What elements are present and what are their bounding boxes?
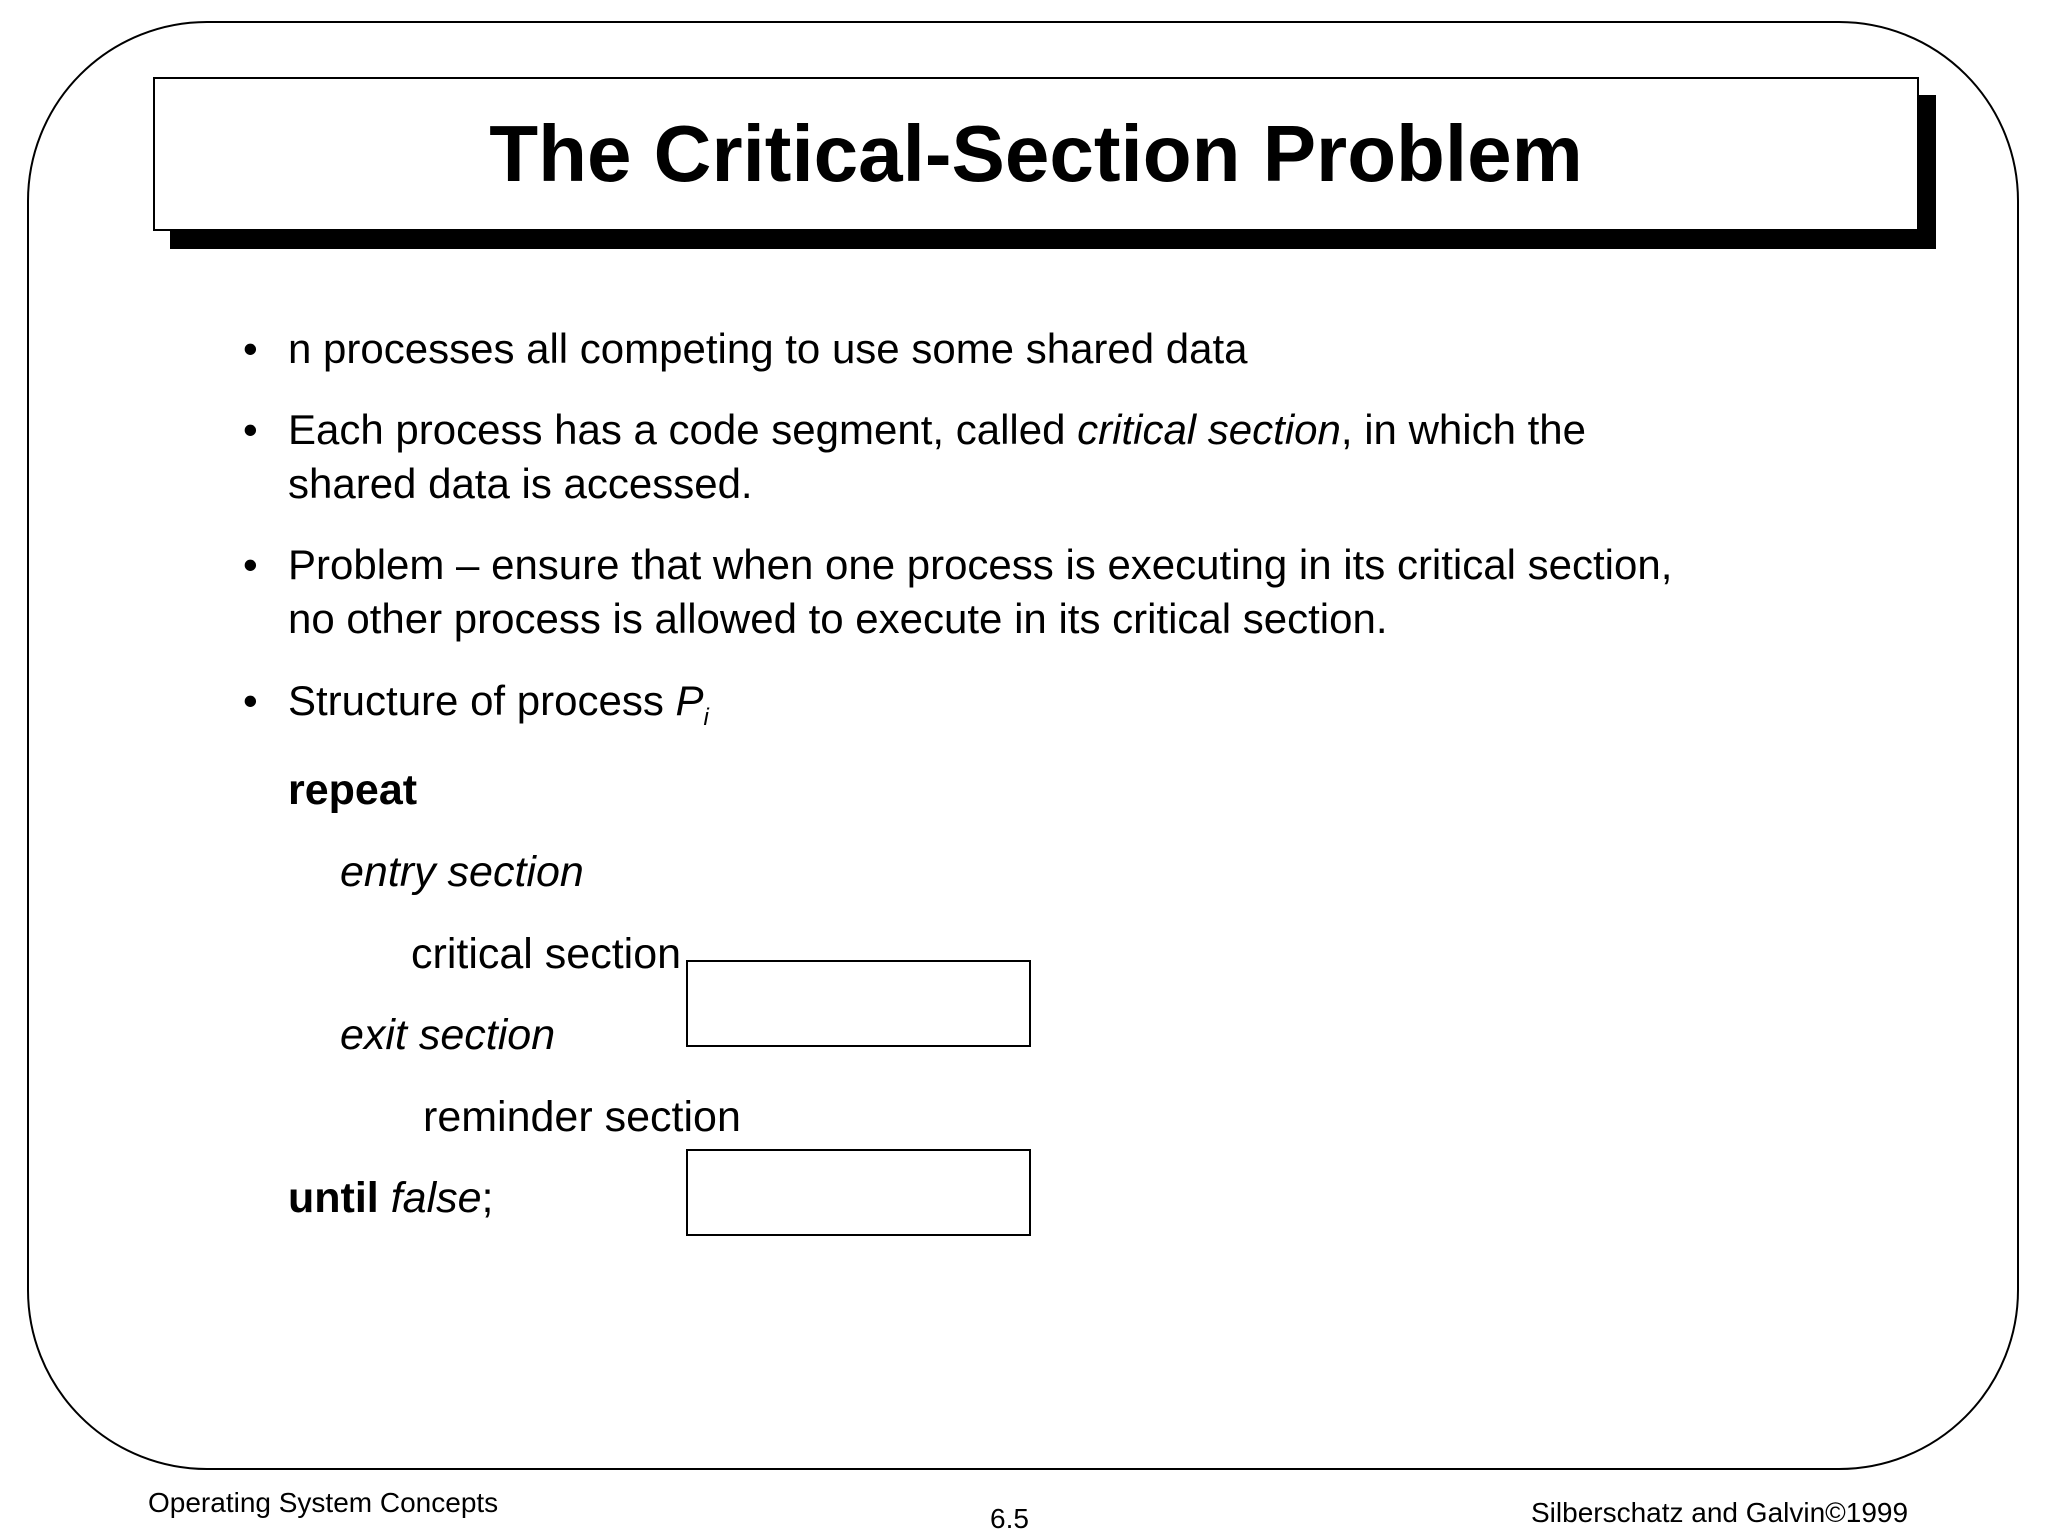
bullet-3-line1: Problem – ensure that when one process is executing in its critical section, [288, 541, 1673, 588]
process-subscript: i [703, 704, 709, 731]
bullet-item-2 [288, 403, 1888, 511]
critical-section-box [686, 960, 1031, 1047]
code-until-line [288, 1171, 494, 1225]
bullet-1-text: n processes all competing to use some shared data [288, 325, 1248, 372]
title-box [153, 77, 1919, 231]
process-var: P [675, 677, 704, 724]
bullet-2-pre: Each process has a code segment, called [288, 406, 1078, 453]
code-until-value: false [390, 1174, 482, 1222]
code-repeat: repeat [288, 766, 418, 814]
footer-page-number: 6.5 [990, 1503, 1029, 1534]
bullet-3-line2: no other process is allowed to execute in its critical section. [288, 595, 1388, 642]
bullet-2-line2: shared data is accessed. [288, 460, 753, 507]
bullet-4-pre: Structure of process [288, 677, 676, 724]
bullet-icon: • [243, 406, 258, 453]
footer-left: Operating System Concepts [148, 1487, 499, 1518]
code-reminder-section: reminder section [423, 1093, 741, 1141]
bullet-item-4 [288, 674, 1888, 745]
footer-right: Silberschatz and Galvin©1999 [1531, 1497, 1909, 1528]
bullet-item-3 [288, 538, 1888, 646]
bullet-icon: • [243, 677, 258, 724]
bullet-2-em: critical section [1077, 406, 1341, 453]
code-critical-section: critical section [411, 930, 682, 978]
bullet-icon: • [243, 325, 258, 372]
code-until-end: ; [481, 1174, 494, 1222]
bullet-icon: • [243, 541, 258, 588]
code-exit-section: exit section [340, 1011, 556, 1059]
bullet-item-1 [288, 322, 1888, 376]
slide-title: The Critical-Section Problem [489, 109, 1583, 198]
reminder-section-box [686, 1149, 1031, 1236]
bullet-2-post: , in which the [1340, 406, 1587, 453]
code-entry-section: entry section [340, 848, 584, 896]
code-until-keyword: until [288, 1174, 379, 1222]
